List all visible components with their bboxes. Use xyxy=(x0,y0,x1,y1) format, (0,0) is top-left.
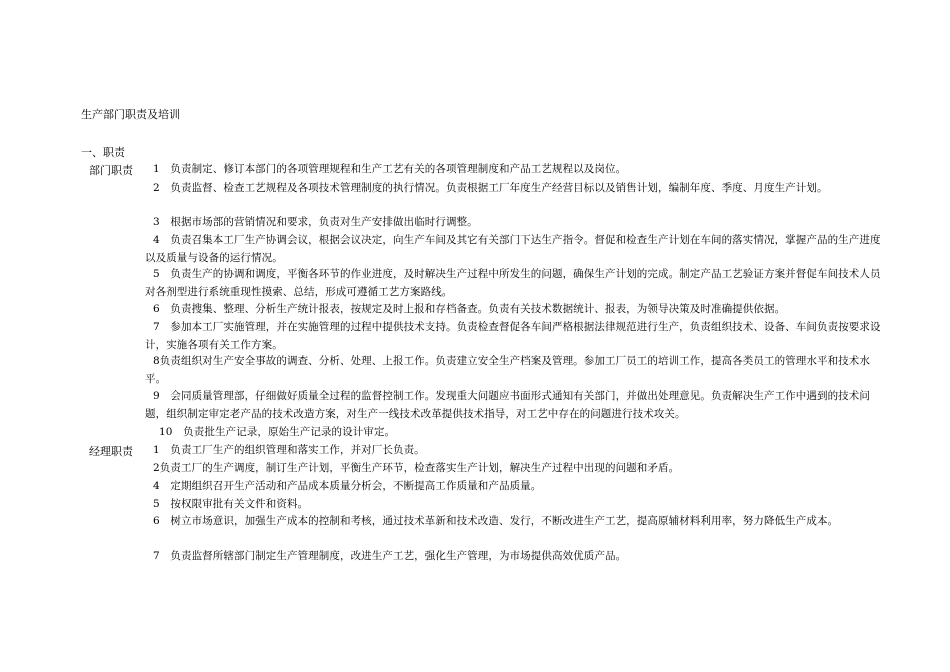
section-heading: 一、职责 xyxy=(81,146,125,159)
duty-item: 1 负责工厂生产的组织管理和落实工作，并对厂长负责。 xyxy=(153,444,425,456)
duty-item: 2负责工厂的生产调度，制订生产计划，平衡生产环节，检查落实生产计划，解决生产过程中出现的问题和矛盾。 xyxy=(153,462,680,474)
duty-item: 6 树立市场意识，加强生产成本的控制和考核，通过技术革新和技术改造、发行，不断改进生产工艺，提高原辅材料利用率，努力降低生产成本。 xyxy=(153,515,839,527)
department-duties-label: 部门职责 xyxy=(89,164,133,177)
duty-item: 2 负责监督、检查工艺规程及各项技术管理制度的执行情况。负责根据工厂年度生产经营目标以及销售计划，编制年度、季度、月度生产计划。 xyxy=(153,182,828,194)
duty-item: 7 负责监督所辖部门制定生产管理制度，改进生产工艺，强化生产管理，为市场提供高效优质产品。 xyxy=(153,550,627,562)
duty-item: 1 负责制定、修订本部门的各项管理规程和生产工艺有关的各项管理制度和产品工艺规程以及岗位。 xyxy=(153,163,627,175)
duty-item: 4 负责召集本工厂生产协调会议，根据会议决定，向生产车间及其它有关部门下达生产指令。督促和检查生产计划在车间的落实情况，掌握产品的生产进度以及质量与设备的运行情况。 xyxy=(145,234,881,264)
manager-duties-label: 经理职责 xyxy=(89,445,133,458)
duty-item: 4 定期组织召开生产活动和产品成本质量分析会，不断提高工作质量和产品质量。 xyxy=(153,480,542,492)
duty-item: 9 会同质量管理部，仔细做好质量全过程的监督控制工作。发现重大问题应书面形式通知有关部门，并做出处理意见。负责解决生产工作中遇到的技术问题，组织制定审定老产品的技术改造方案，对生产一线技术改革提供技术指导，对工艺中存在的问题进行技术攻关。 xyxy=(145,390,870,420)
document-title: 生产部门职责及培训 xyxy=(81,108,180,121)
duty-item: 10 负责批生产记录，原始生产记录的设计审定。 xyxy=(159,426,396,438)
duty-item: 3 根据市场部的营销情况和要求，负责对生产安排做出临时行调整。 xyxy=(153,216,478,228)
duty-item: 5 负责生产的协调和调度，平衡各环节的作业进度，及时解决生产过程中所发生的问题，确保生产计划的完成。制定产品工艺验证方案并督促车间技术人员对各剂型进行系统重现性摸索、总结，形成可遵循工艺方案路线。 xyxy=(145,268,881,298)
duty-item: 6 负责搜集、整理、分析生产统计报表，按规定及时上报和存档备查。负责有关技术数据统计、报表，为领导决策及时准确提供依据。 xyxy=(153,303,786,315)
duty-item: 5 按权限审批有关文件和资料。 xyxy=(153,498,309,510)
duty-item: 7 参加本工厂实施管理，并在实施管理的过程中提供技术支持。负责检查督促各车间严格根据法律规范进行生产，负责组织技术、设备、车间负责按要求设计，实施各项有关工作方案。 xyxy=(145,321,881,351)
duty-item: 8负责组织对生产安全事故的调查、分析、处理、上报工作。负责建立安全生产档案及管理。参加工厂员工的培训工作，提高各类员工的管理水平和技术水平。 xyxy=(145,355,870,385)
